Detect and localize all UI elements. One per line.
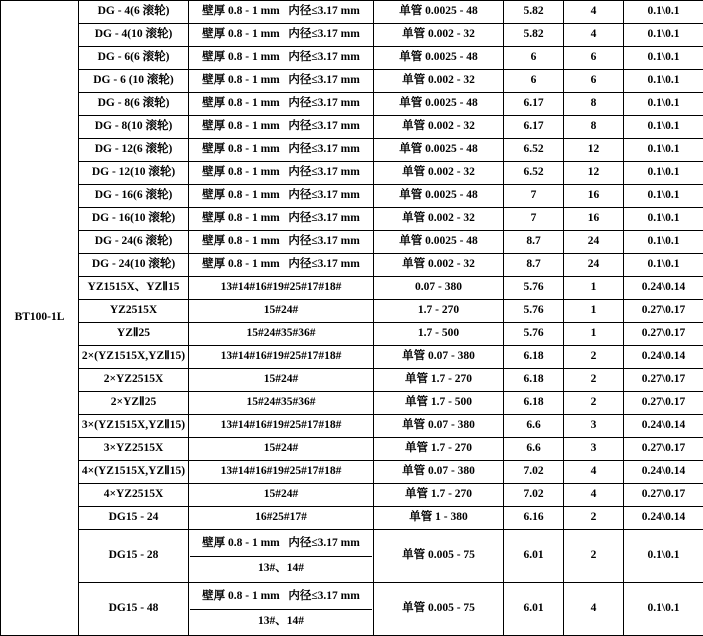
pump-head-cell: 2×YZ2515X [79, 369, 189, 392]
flow-range-cell: 单管 0.0025 - 48 [374, 93, 504, 116]
tubing-cell: 13#14#16#19#25#17#18# [189, 346, 374, 369]
channels-cell: 3 [564, 415, 624, 438]
length-cell: 6.18 [504, 369, 564, 392]
length-cell: 6.18 [504, 392, 564, 415]
table-row [1, 185, 703, 208]
length-cell: 6.01 [504, 530, 564, 583]
pump-head-cell: DG15 - 28 [79, 530, 189, 583]
length-cell: 6.16 [504, 507, 564, 530]
channels-cell: 8 [564, 93, 624, 116]
tubing-cell: 15#24#35#36# [189, 392, 374, 415]
tubing-cell: 15#24#35#36# [189, 323, 374, 346]
length-cell: 6 [504, 47, 564, 70]
accuracy-cell: 0.1\0.1 [624, 93, 703, 116]
length-cell: 6.52 [504, 162, 564, 185]
accuracy-cell: 0.27\0.17 [624, 484, 703, 507]
tubing-cell: 16#25#17# [189, 507, 374, 530]
length-cell: 6 [504, 70, 564, 93]
tubing-cell [189, 583, 374, 636]
channels-cell: 2 [564, 346, 624, 369]
pump-head-cell: YZⅡ25 [79, 323, 189, 346]
pump-head-cell: DG - 4(6 滚轮) [79, 1, 189, 24]
tube-wall-text: 壁厚 0.8 - 1 mm [202, 120, 280, 132]
pump-head-cell: DG - 12(6 滚轮) [79, 139, 189, 162]
flow-range-cell: 1.7 - 500 [374, 323, 504, 346]
tubing-cell: 13#14#16#19#25#17#18# [189, 277, 374, 300]
tubing-cell: 15#24# [189, 438, 374, 461]
pump-head-cell: YZ2515X [79, 300, 189, 323]
accuracy-cell: 0.24\0.14 [624, 346, 703, 369]
table-row [1, 139, 703, 162]
tubing-cell: 15#24# [189, 484, 374, 507]
table-row [1, 583, 703, 636]
flow-range-cell: 单管 0.07 - 380 [374, 461, 504, 484]
tube-wall-text: 壁厚 0.8 - 1 mm [202, 51, 280, 63]
length-cell: 8.7 [504, 254, 564, 277]
table-row [1, 300, 703, 323]
flow-range-cell: 单管 0.002 - 32 [374, 208, 504, 231]
tubing-cell [189, 24, 374, 47]
tubing-cell [189, 70, 374, 93]
tubing-cell [189, 530, 374, 583]
pump-head-cell: DG15 - 24 [79, 507, 189, 530]
accuracy-cell: 0.27\0.17 [624, 323, 703, 346]
flow-range-cell: 单管 0.002 - 32 [374, 254, 504, 277]
tube-wall-text: 壁厚 0.8 - 1 mm [202, 97, 280, 109]
table-row [1, 484, 703, 507]
pump-head-cell: 3×YZ2515X [79, 438, 189, 461]
length-cell: 6.18 [504, 346, 564, 369]
channels-cell: 4 [564, 1, 624, 24]
channels-cell: 2 [564, 369, 624, 392]
table-row [1, 277, 703, 300]
length-cell: 7.02 [504, 484, 564, 507]
accuracy-cell: 0.24\0.14 [624, 461, 703, 484]
tube-id-text: 内径≤3.17 mm [288, 258, 359, 270]
tube-id-text: 内径≤3.17 mm [288, 212, 359, 224]
accuracy-cell: 0.1\0.1 [624, 185, 703, 208]
pump-head-cell: DG - 6 (10 滚轮) [79, 70, 189, 93]
flow-range-cell: 单管 0.002 - 32 [374, 162, 504, 185]
tubing-cell [189, 185, 374, 208]
tube-wall-and-id-text [190, 532, 372, 556]
tubing-cell [189, 1, 374, 24]
table-row [1, 208, 703, 231]
length-cell: 6.17 [504, 93, 564, 116]
length-cell: 5.76 [504, 277, 564, 300]
accuracy-cell: 0.1\0.1 [624, 583, 703, 636]
pump-head-cell: DG - 4(10 滚轮) [79, 24, 189, 47]
channels-cell: 1 [564, 277, 624, 300]
pump-head-cell: 3×(YZ1515X,YZⅡ15) [79, 415, 189, 438]
table-body [1, 1, 703, 636]
channels-cell: 3 [564, 438, 624, 461]
accuracy-cell: 0.1\0.1 [624, 254, 703, 277]
model-cell: BT100-1L [1, 1, 79, 636]
pump-head-cell: DG - 6(6 滚轮) [79, 47, 189, 70]
flow-range-cell: 单管 0.0025 - 48 [374, 185, 504, 208]
tubing-cell: 15#24# [189, 300, 374, 323]
table-row [1, 116, 703, 139]
pump-head-cell: DG - 24(10 滚轮) [79, 254, 189, 277]
tube-id-text: 内径≤3.17 mm [288, 5, 359, 17]
table-row [1, 254, 703, 277]
tube-wall-text: 壁厚 0.8 - 1 mm [202, 189, 280, 201]
pump-head-cell: DG - 8(10 滚轮) [79, 116, 189, 139]
tubing-cell [189, 139, 374, 162]
tubing-cell [189, 162, 374, 185]
channels-cell: 12 [564, 162, 624, 185]
tube-id-text: 内径≤3.17 mm [288, 235, 359, 247]
pump-head-cell: 4×YZ2515X [79, 484, 189, 507]
flow-range-cell: 单管 0.002 - 32 [374, 116, 504, 139]
flow-range-cell: 单管 1.7 - 270 [374, 484, 504, 507]
table-row [1, 392, 703, 415]
tube-id-text: 内径≤3.17 mm [288, 28, 359, 40]
flow-range-cell: 1.7 - 270 [374, 300, 504, 323]
tube-wall-text: 壁厚 0.8 - 1 mm [202, 590, 280, 602]
channels-cell: 1 [564, 300, 624, 323]
flow-range-cell: 0.07 - 380 [374, 277, 504, 300]
tube-wall-text: 壁厚 0.8 - 1 mm [202, 143, 280, 155]
table-row [1, 323, 703, 346]
table-row [1, 507, 703, 530]
table-row [1, 47, 703, 70]
channels-cell: 6 [564, 47, 624, 70]
length-cell: 6.17 [504, 116, 564, 139]
channels-cell: 24 [564, 254, 624, 277]
channels-cell: 1 [564, 323, 624, 346]
tube-wall-text: 壁厚 0.8 - 1 mm [202, 258, 280, 270]
tube-id-text: 内径≤3.17 mm [288, 166, 359, 178]
flow-range-cell: 单管 1.7 - 500 [374, 392, 504, 415]
tubing-cell [189, 231, 374, 254]
tube-id-text: 内径≤3.17 mm [288, 537, 359, 549]
flow-range-cell: 单管 0.002 - 32 [374, 24, 504, 47]
length-cell: 6.01 [504, 583, 564, 636]
accuracy-cell: 0.1\0.1 [624, 208, 703, 231]
length-cell: 7 [504, 185, 564, 208]
tube-size-text: 13#、14# [190, 610, 372, 633]
tubing-cell: 13#14#16#19#25#17#18# [189, 461, 374, 484]
flow-range-cell: 单管 0.07 - 380 [374, 346, 504, 369]
pump-head-cell: DG - 16(10 滚轮) [79, 208, 189, 231]
table-row [1, 1, 703, 24]
accuracy-cell: 0.1\0.1 [624, 24, 703, 47]
accuracy-cell: 0.1\0.1 [624, 162, 703, 185]
table-row [1, 415, 703, 438]
tube-wall-and-id-text [190, 585, 372, 609]
length-cell: 5.76 [504, 300, 564, 323]
table-row [1, 24, 703, 47]
table-row [1, 530, 703, 583]
flow-range-cell: 单管 0.0025 - 48 [374, 139, 504, 162]
channels-cell: 2 [564, 530, 624, 583]
accuracy-cell: 0.1\0.1 [624, 139, 703, 162]
table-row [1, 231, 703, 254]
flow-range-cell: 单管 0.0025 - 48 [374, 1, 504, 24]
tubing-cell: 13#14#16#19#25#17#18# [189, 415, 374, 438]
flow-range-cell: 单管 1.7 - 270 [374, 438, 504, 461]
tubing-cell [189, 208, 374, 231]
tube-wall-text: 壁厚 0.8 - 1 mm [202, 74, 280, 86]
length-cell: 5.76 [504, 323, 564, 346]
accuracy-cell: 0.1\0.1 [624, 530, 703, 583]
pump-head-cell: DG - 12(10 滚轮) [79, 162, 189, 185]
channels-cell: 4 [564, 484, 624, 507]
tube-wall-text: 壁厚 0.8 - 1 mm [202, 235, 280, 247]
length-cell: 5.82 [504, 24, 564, 47]
tubing-cell [189, 254, 374, 277]
flow-range-cell: 单管 1.7 - 270 [374, 369, 504, 392]
tube-id-text: 内径≤3.17 mm [288, 143, 359, 155]
pump-head-cell: 2×YZⅡ25 [79, 392, 189, 415]
length-cell: 7 [504, 208, 564, 231]
pump-head-cell: DG - 24(6 滚轮) [79, 231, 189, 254]
tube-id-text: 内径≤3.17 mm [288, 590, 359, 602]
tube-wall-text: 壁厚 0.8 - 1 mm [202, 166, 280, 178]
tube-wall-text: 壁厚 0.8 - 1 mm [202, 28, 280, 40]
channels-cell: 16 [564, 185, 624, 208]
accuracy-cell: 0.27\0.17 [624, 369, 703, 392]
length-cell: 7.02 [504, 461, 564, 484]
table-row [1, 93, 703, 116]
accuracy-cell: 0.1\0.1 [624, 231, 703, 254]
tube-size-text: 13#、14# [190, 557, 372, 580]
channels-cell: 12 [564, 139, 624, 162]
flow-range-cell: 单管 0.002 - 32 [374, 70, 504, 93]
pump-head-cell: 4×(YZ1515X,YZⅡ15) [79, 461, 189, 484]
length-cell: 5.82 [504, 1, 564, 24]
tubing-cell [189, 93, 374, 116]
tube-wall-text: 壁厚 0.8 - 1 mm [202, 5, 280, 17]
length-cell: 6.6 [504, 438, 564, 461]
tube-id-text: 内径≤3.17 mm [288, 51, 359, 63]
tube-wall-text: 壁厚 0.8 - 1 mm [202, 212, 280, 224]
flow-range-cell: 单管 1 - 380 [374, 507, 504, 530]
tube-id-text: 内径≤3.17 mm [288, 120, 359, 132]
table-row [1, 346, 703, 369]
pump-head-cell: YZ1515X、YZⅡ15 [79, 277, 189, 300]
tube-id-text: 内径≤3.17 mm [288, 97, 359, 109]
channels-cell: 4 [564, 24, 624, 47]
accuracy-cell: 0.1\0.1 [624, 70, 703, 93]
channels-cell: 2 [564, 392, 624, 415]
accuracy-cell: 0.27\0.17 [624, 300, 703, 323]
channels-cell: 2 [564, 507, 624, 530]
accuracy-cell: 0.1\0.1 [624, 47, 703, 70]
table-row [1, 369, 703, 392]
accuracy-cell: 0.27\0.17 [624, 392, 703, 415]
flow-range-cell: 单管 0.07 - 380 [374, 415, 504, 438]
channels-cell: 16 [564, 208, 624, 231]
channels-cell: 4 [564, 461, 624, 484]
accuracy-cell: 0.1\0.1 [624, 116, 703, 139]
tubing-cell [189, 47, 374, 70]
length-cell: 6.52 [504, 139, 564, 162]
accuracy-cell: 0.24\0.14 [624, 277, 703, 300]
tube-id-text: 内径≤3.17 mm [288, 189, 359, 201]
tubing-cell: 15#24# [189, 369, 374, 392]
accuracy-cell: 0.1\0.1 [624, 1, 703, 24]
channels-cell: 24 [564, 231, 624, 254]
table-row [1, 461, 703, 484]
length-cell: 6.6 [504, 415, 564, 438]
channels-cell: 6 [564, 70, 624, 93]
tube-wall-text: 壁厚 0.8 - 1 mm [202, 537, 280, 549]
pump-head-cell: DG - 8(6 滚轮) [79, 93, 189, 116]
channels-cell: 4 [564, 583, 624, 636]
pump-head-cell: DG15 - 48 [79, 583, 189, 636]
pump-head-cell: 2×(YZ1515X,YZⅡ15) [79, 346, 189, 369]
table-row [1, 70, 703, 93]
flow-range-cell: 单管 0.0025 - 48 [374, 47, 504, 70]
channels-cell: 8 [564, 116, 624, 139]
accuracy-cell: 0.24\0.14 [624, 507, 703, 530]
length-cell: 8.7 [504, 231, 564, 254]
accuracy-cell: 0.24\0.14 [624, 415, 703, 438]
flow-range-cell: 单管 0.005 - 75 [374, 530, 504, 583]
accuracy-cell: 0.27\0.17 [624, 438, 703, 461]
flow-range-cell: 单管 0.005 - 75 [374, 583, 504, 636]
table-row [1, 438, 703, 461]
table-row [1, 162, 703, 185]
tubing-cell [189, 116, 374, 139]
flow-range-cell: 单管 0.0025 - 48 [374, 231, 504, 254]
tube-id-text: 内径≤3.17 mm [288, 74, 359, 86]
pump-head-cell: DG - 16(6 滚轮) [79, 185, 189, 208]
